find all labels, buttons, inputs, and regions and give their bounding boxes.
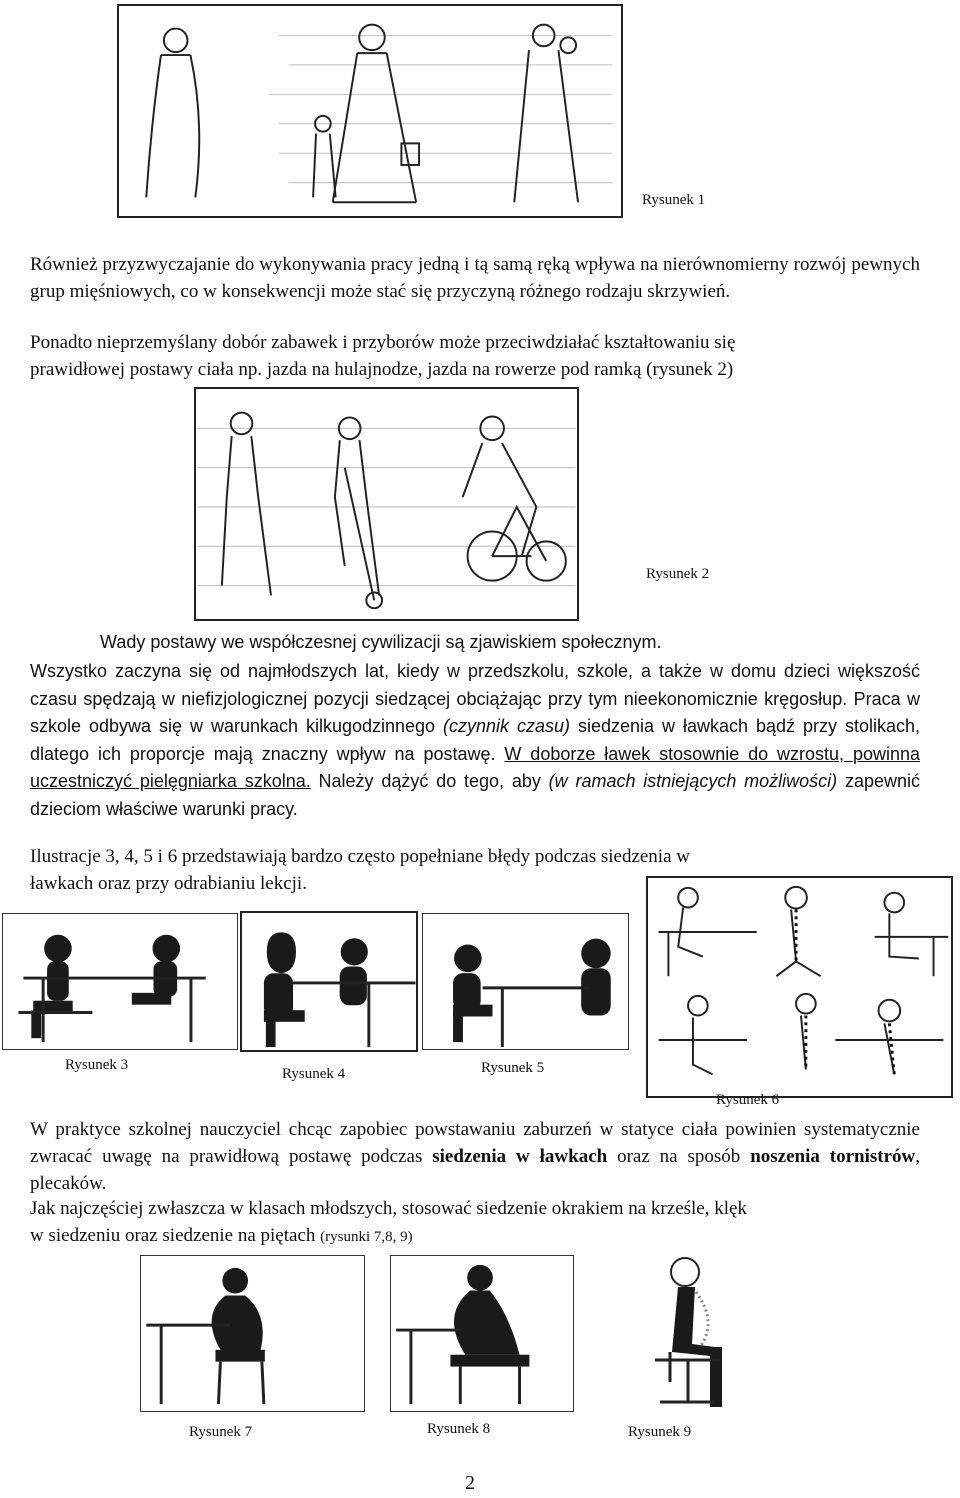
paragraph-2-line-2: prawidłowej postawy ciała np. jazda na hulajnodze, jazda na rowerze pod ramką (rysunek 2) [30, 359, 734, 380]
figure-8-caption: Rysunek 8 [427, 1421, 491, 1437]
paragraph-3-underlined-nurse: W doborze ławek stosownie do wzrostu, powinna uczestniczyć pielęgniarka szkolna. [30, 743, 921, 791]
figure-2-caption: Rysunek 2 [646, 566, 710, 582]
paragraph-5-part-c: , plecaków. [30, 1146, 920, 1194]
paragraph-5-bold-sitting: siedzenia w ławkach [432, 1146, 608, 1167]
paragraph-3-part-c: Należy dążyć do tego, aby [310, 771, 549, 791]
figure-4-caption: Rysunek 4 [282, 1066, 346, 1082]
figure-3-caption: Rysunek 3 [65, 1057, 129, 1073]
paragraph-6-figure-reference: (rysunki 7,8, 9) [320, 1229, 413, 1245]
figure-6-caption: Rysunek 6 [716, 1092, 780, 1108]
paragraph-4-line-1: Ilustracje 3, 4, 5 i 6 przedstawiają bardzo często popełniane błędy podczas siedzenia w [30, 846, 690, 867]
figure-7-caption: Rysunek 7 [189, 1424, 253, 1440]
figure-6-image [646, 876, 953, 1098]
paragraph-5-bold-backpacks: noszenia tornistrów [750, 1146, 916, 1167]
page-number: 2 [465, 1472, 475, 1494]
paragraph-3 [30, 658, 920, 823]
paragraph-3-part-d: zapewnić dzieciom właściwe warunki pracy. [30, 771, 920, 819]
figure-5-image [422, 913, 629, 1050]
paragraph-3-part-a: Wszystko zaczyna się od najmłodszych lat, kiedy w przedszkolu, szkole, a także w domu dzieci większość czasu spędzają w niefizjologicznej pozycji siedzącej obciążając przy tym nieekonomicznie kręgosłup. Praca w szkole odbywa się w warunkach kilkugodzinnego [30, 661, 920, 736]
paragraph-3-intro: Wady postawy we współczesnej cywilizacji są zjawiskiem społecznym. [100, 632, 662, 652]
paragraph-3-part-b: siedzenia w ławkach bądź przy stolikach, dlatego ich proporcje mają znaczny wpływ na postawę. [30, 716, 920, 764]
paragraph-4-line-2: ławkach oraz przy odrabianiu lekcji. [30, 873, 307, 894]
figure-1-caption: Rysunek 1 [642, 192, 706, 208]
figure-9-image [600, 1252, 775, 1416]
paragraph-5 [30, 1116, 920, 1197]
figure-2-image [194, 387, 579, 621]
figure-1-image [117, 4, 623, 218]
figure-5-caption: Rysunek 5 [481, 1060, 545, 1076]
figure-7-image [140, 1255, 365, 1412]
figure-4-image [240, 911, 418, 1052]
paragraph-2-line-1: Ponadto nieprzemyślany dobór zabawek i przyborów może przeciwdziałać kształtowaniu się [30, 332, 736, 353]
paragraph-5-part-b: oraz na sposób [607, 1146, 751, 1167]
paragraph-5-part-a: W praktyce szkolnej nauczyciel chcąc zapobiec powstawaniu zaburzeń w statyce ciała powinien systematycznie zwracać uwagę na prawidłową postawę podczas [30, 1119, 920, 1167]
paragraph-6-line-2 [30, 1225, 413, 1247]
figure-9-caption: Rysunek 9 [628, 1424, 692, 1440]
figure-3-image [2, 913, 238, 1050]
paragraph-3-italic-time-factor: (czynnik czasu) [443, 716, 571, 736]
figure-8-image [390, 1255, 574, 1412]
paragraph-6-line-1: Jak najczęściej zwłaszcza w klasach młodszych, stosować siedzenie okrakiem na krześle, klęk [30, 1198, 747, 1219]
paragraph-3-italic-possibilities: (w ramach istniejących możliwości) [548, 771, 838, 791]
paragraph-6-line-2-text: w siedzeniu oraz siedzenie na piętach [30, 1225, 321, 1246]
paragraph-1: Również przyzwyczajanie do wykonywania pracy jedną i tą samą ręką wpływa na nierównomierny rozwój pewnych grup mięśniowych, co w konsekwencji może stać się przyczyną różnego rodzaju skrzywień. [30, 254, 920, 302]
